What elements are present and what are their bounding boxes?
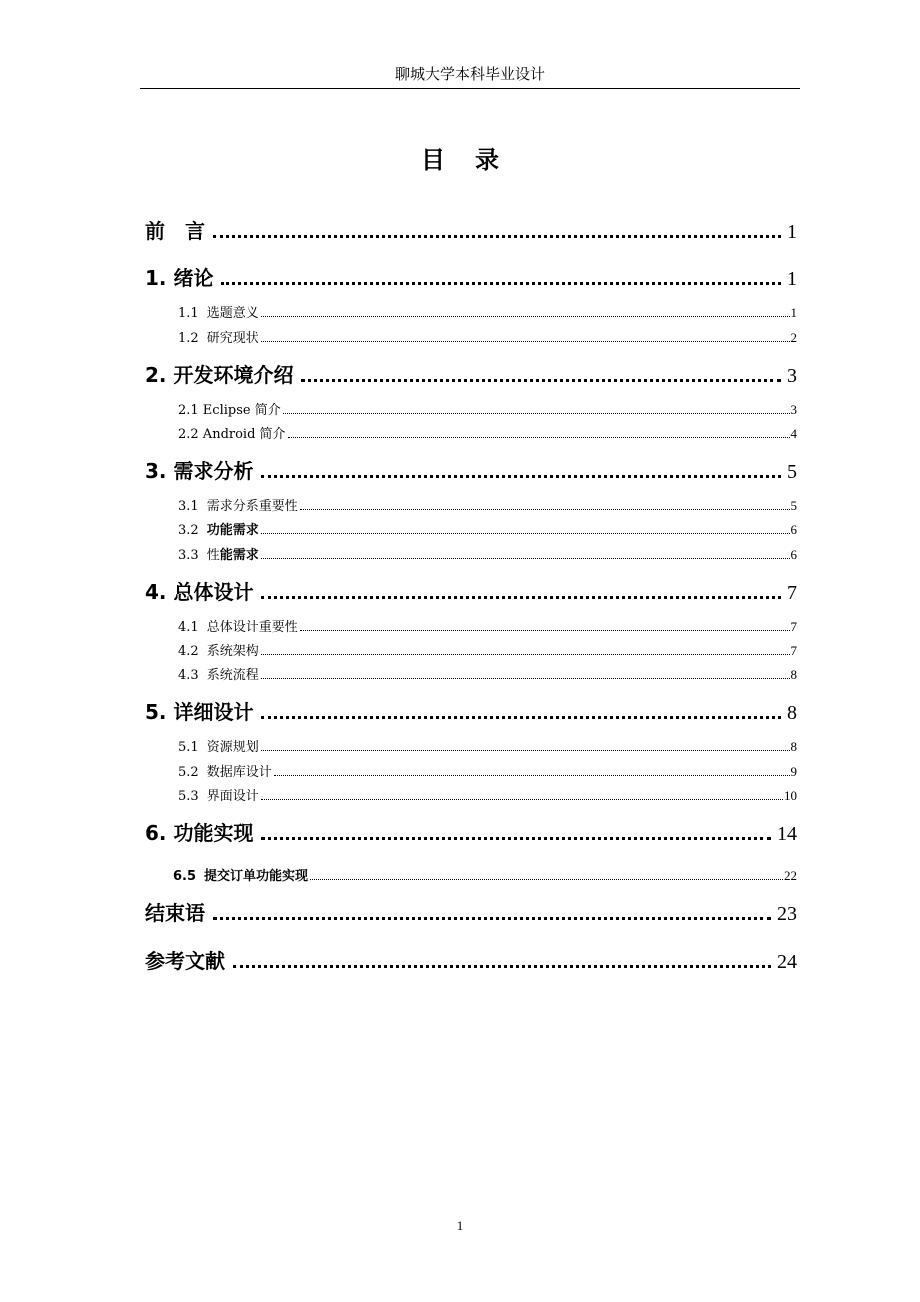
- dot-leader: [261, 316, 790, 317]
- dot-leader: [261, 341, 790, 342]
- toc-title: 目录: [421, 146, 529, 174]
- dot-leader: [221, 282, 781, 285]
- toc-label: 总体设计重要性: [206, 620, 298, 635]
- dot-leader: [261, 558, 790, 559]
- toc-number: 5.3: [178, 789, 199, 804]
- dot-leader: [261, 678, 790, 679]
- dot-leader: [274, 775, 790, 776]
- dot-leader: [261, 654, 790, 655]
- toc-number: 5.1: [178, 740, 199, 755]
- toc-page: 8: [790, 667, 797, 682]
- toc-number: 4.1: [178, 620, 199, 635]
- toc-label: 6. 功能实现: [145, 821, 254, 845]
- toc-page: 8: [790, 739, 797, 754]
- toc-number: 3.1: [178, 499, 199, 514]
- toc-entry-chapter-3[interactable]: [145, 457, 797, 486]
- toc-entry-2-2[interactable]: [178, 425, 797, 444]
- toc-label: 前 言: [145, 219, 205, 243]
- toc-entry-conclusion[interactable]: [145, 899, 797, 928]
- toc-entry-5-1[interactable]: [178, 738, 797, 757]
- toc-entry-chapter-6[interactable]: [145, 819, 797, 848]
- toc-entry-preface[interactable]: [145, 217, 797, 246]
- toc-page: 8: [787, 702, 797, 724]
- dot-leader: [283, 413, 790, 414]
- toc-label: 结束语: [145, 901, 205, 925]
- toc-label: 5. 详细设计: [145, 700, 254, 724]
- toc-page: 1: [790, 305, 797, 320]
- dot-leader: [261, 596, 781, 599]
- toc-page: 3: [787, 365, 797, 387]
- toc-label: 数据库设计: [206, 765, 272, 780]
- toc-page: 5: [787, 461, 797, 483]
- dot-leader: [261, 475, 781, 478]
- toc-page: 1: [787, 221, 797, 243]
- toc-page: 7: [790, 619, 797, 634]
- toc-page: 7: [787, 582, 797, 604]
- toc-label: 资源规划: [206, 740, 259, 755]
- dot-leader: [261, 533, 790, 534]
- toc-label: 3. 需求分析: [145, 459, 254, 483]
- toc-entry-3-3[interactable]: [178, 546, 797, 565]
- dot-leader: [261, 799, 783, 800]
- toc-number: 5.2: [178, 765, 199, 780]
- toc-label: 2. 开发环境介绍: [145, 363, 294, 387]
- toc-entry-chapter-4[interactable]: [145, 578, 797, 607]
- toc-entry-5-2[interactable]: [178, 763, 797, 782]
- toc-label-part: 性: [206, 548, 220, 563]
- toc-entry-1-2[interactable]: [178, 329, 797, 348]
- toc-page: 6: [790, 522, 797, 537]
- dot-leader: [300, 509, 790, 510]
- toc-entry-4-2[interactable]: [178, 642, 797, 661]
- toc-entry-3-2[interactable]: [178, 521, 797, 540]
- toc-label: 研究现状: [206, 331, 259, 346]
- toc-entry-5-3[interactable]: [178, 787, 797, 806]
- toc-page: 1: [787, 268, 797, 290]
- toc-label: 2.2 Android 简介: [178, 427, 286, 442]
- toc-label: 系统流程: [206, 668, 259, 683]
- toc-label: 选题意义: [206, 306, 259, 321]
- toc-page: 7: [790, 643, 797, 658]
- toc-number: 1.1: [178, 306, 199, 321]
- toc-label: 2.1 Eclipse 简介: [178, 403, 281, 418]
- dot-leader: [213, 235, 781, 238]
- dot-leader: [310, 879, 783, 880]
- toc-entry-chapter-1[interactable]: [145, 264, 797, 293]
- toc-label: 提交订单功能实现: [204, 869, 309, 884]
- toc-entry-4-1[interactable]: [178, 618, 797, 637]
- dot-leader: [261, 750, 790, 751]
- toc-entry-3-1[interactable]: [178, 497, 797, 516]
- toc-page: 24: [777, 951, 797, 973]
- toc-label: 4. 总体设计: [145, 580, 254, 604]
- toc-page: 5: [790, 498, 797, 513]
- dot-leader: [301, 379, 781, 382]
- toc-number: 6.5: [173, 869, 197, 884]
- toc-page: 6: [790, 547, 797, 562]
- dot-leader: [261, 716, 781, 719]
- toc-entry-2-1[interactable]: [178, 401, 797, 420]
- toc-number: 3.3: [178, 548, 199, 563]
- toc-entry-1-1[interactable]: [178, 304, 797, 323]
- page-header: 聊城大学本科毕业设计: [394, 65, 545, 83]
- toc-number: 3.2: [178, 523, 199, 538]
- toc-page: 22: [784, 868, 797, 883]
- table-of-contents: [145, 0, 797, 1302]
- toc-label: 需求分系重要性: [206, 499, 298, 514]
- toc-page: 3: [790, 402, 797, 417]
- toc-page: 4: [790, 426, 797, 441]
- toc-entry-4-3[interactable]: [178, 666, 797, 685]
- toc-label: 系统架构: [206, 644, 259, 659]
- toc-label: 功能需求: [206, 523, 259, 538]
- dot-leader: [233, 965, 771, 968]
- toc-page: 10: [784, 788, 797, 803]
- dot-leader: [300, 630, 790, 631]
- toc-page: 23: [777, 903, 797, 925]
- toc-entry-chapter-2[interactable]: [145, 361, 797, 390]
- toc-number: 4.2: [178, 644, 199, 659]
- page-number: 1: [456, 1218, 464, 1233]
- dot-leader: [261, 837, 771, 840]
- dot-leader: [213, 917, 771, 920]
- dot-leader: [288, 437, 790, 438]
- toc-page: 9: [790, 764, 797, 779]
- toc-label: 界面设计: [206, 789, 259, 804]
- toc-label: 1. 绪论: [145, 266, 214, 290]
- toc-label: 参考文献: [145, 949, 225, 973]
- toc-page: 2: [790, 330, 797, 345]
- toc-number: 4.3: [178, 668, 199, 683]
- toc-entry-6-5[interactable]: [173, 867, 797, 886]
- toc-number: 1.2: [178, 331, 199, 346]
- toc-entry-references[interactable]: [145, 947, 797, 976]
- toc-entry-chapter-5[interactable]: [145, 698, 797, 727]
- toc-page: 14: [777, 823, 797, 845]
- toc-label-part-bold: 能需求: [219, 548, 259, 563]
